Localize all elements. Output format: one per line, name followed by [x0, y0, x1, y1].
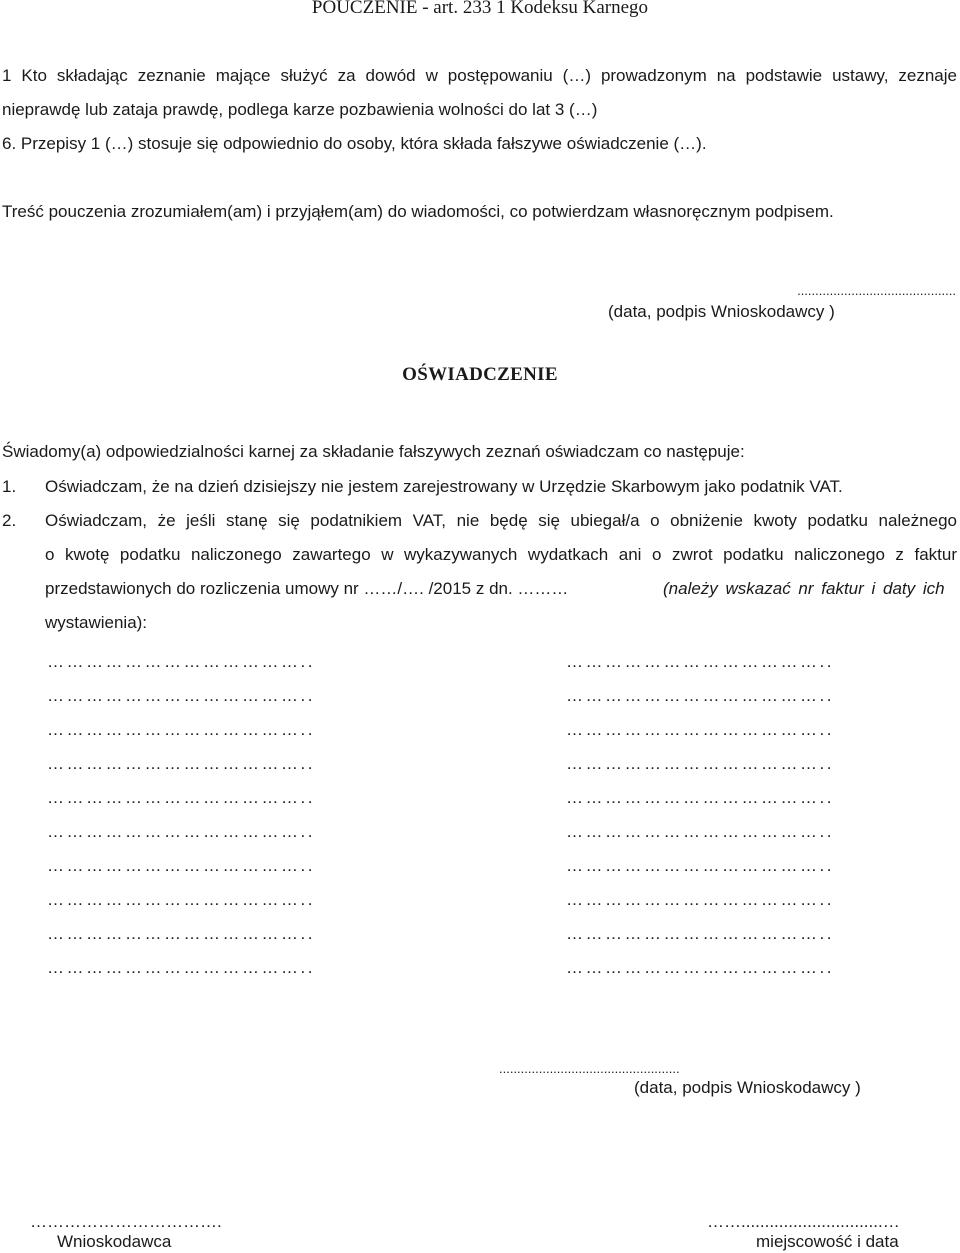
signature-dots-2: ..................................................: [499, 1061, 680, 1076]
invoice-line-left[interactable]: …………………………………..: [47, 652, 315, 671]
place-date-label: miejscowość i data: [756, 1232, 899, 1251]
signature-label-2: (data, podpis Wnioskodawcy ): [634, 1078, 861, 1097]
signature-label-1: (data, podpis Wnioskodawcy ): [608, 302, 835, 321]
place-date-dots: ……..............................…: [707, 1212, 900, 1231]
invoice-line-left[interactable]: …………………………………..: [47, 924, 315, 943]
pouczenie-line-2: nieprawdę lub zataja prawdę, podlega karze pozbawienia wolności do lat 3 (…): [2, 100, 598, 119]
invoice-line-left[interactable]: …………………………………..: [47, 686, 315, 705]
item-2-line-4: wystawienia):: [45, 613, 148, 632]
invoice-line-left[interactable]: …………………………………..: [47, 754, 315, 773]
oswiadczenie-intro: Świadomy(a) odpowiedzialności karnej za składanie fałszywych zeznań oświadczam co następuje:: [2, 442, 745, 461]
invoice-line-left[interactable]: …………………………………..: [47, 856, 315, 875]
item-2-line-1: Oświadczam, że jeśli stanę się podatnikiem VAT, nie będę się ubiegał/a o obniżenie kwoty podatku należnego: [45, 511, 957, 530]
invoice-line-right[interactable]: …………………………………..: [566, 788, 834, 807]
invoice-line-left[interactable]: …………………………………..: [47, 890, 315, 909]
item-2-line-3b: (należy wskazać nr faktur i daty ich: [663, 579, 945, 598]
invoice-line-left[interactable]: …………………………………..: [47, 720, 315, 739]
invoice-line-right[interactable]: …………………………………..: [566, 924, 834, 943]
pouczenie-title: POUCZENIE - art. 233 1 Kodeksu Karnego: [311, 0, 649, 18]
item-1-number: 1.: [2, 477, 17, 496]
item-2-line-2: o kwotę podatku naliczonego zawartego w wykazywanych wydatkach ani o zwrot podatku naliczonego z faktur: [45, 545, 957, 564]
invoice-line-right[interactable]: …………………………………..: [566, 822, 834, 841]
applicant-label: Wnioskodawca: [57, 1232, 172, 1251]
invoice-line-left[interactable]: …………………………………..: [47, 822, 315, 841]
invoice-line-right[interactable]: …………………………………..: [566, 958, 834, 977]
pouczenie-line-3: 6. Przepisy 1 (…) stosuje się odpowiednio do osoby, która składa fałszywe oświadczenie (…).: [2, 134, 707, 153]
invoice-line-right[interactable]: …………………………………..: [566, 720, 834, 739]
item-2-number: 2.: [2, 511, 17, 530]
item-1-text: Oświadczam, że na dzień dzisiejszy nie jestem zarejestrowany w Urzędzie Skarbowym jako podatnik VAT.: [45, 477, 843, 496]
invoice-line-right[interactable]: …………………………………..: [566, 890, 834, 909]
applicant-signature-dots: …………………………….: [30, 1212, 222, 1231]
invoice-line-left[interactable]: …………………………………..: [47, 788, 315, 807]
pouczenie-line-1: 1 Kto składając zeznanie mające służyć za dowód w postępowaniu (…) prowadzonym na podstawie ustawy, zeznaje: [2, 66, 957, 85]
invoice-line-left[interactable]: …………………………………..: [47, 958, 315, 977]
pouczenie-acknowledgement: Treść pouczenia zrozumiałem(am) i przyjąłem(am) do wiadomości, co potwierdzam własnoręcznym podpisem.: [2, 202, 834, 221]
item-2-line-3a: przedstawionych do rozliczenia umowy nr ……/…. /2015 z dn. ………: [45, 579, 569, 598]
signature-dots-1: ............................................: [797, 283, 956, 298]
invoice-line-right[interactable]: …………………………………..: [566, 686, 834, 705]
invoice-line-right[interactable]: …………………………………..: [566, 754, 834, 773]
oswiadczenie-heading: OŚWIADCZENIE: [402, 364, 558, 385]
invoice-line-right[interactable]: …………………………………..: [566, 652, 834, 671]
invoice-line-right[interactable]: …………………………………..: [566, 856, 834, 875]
